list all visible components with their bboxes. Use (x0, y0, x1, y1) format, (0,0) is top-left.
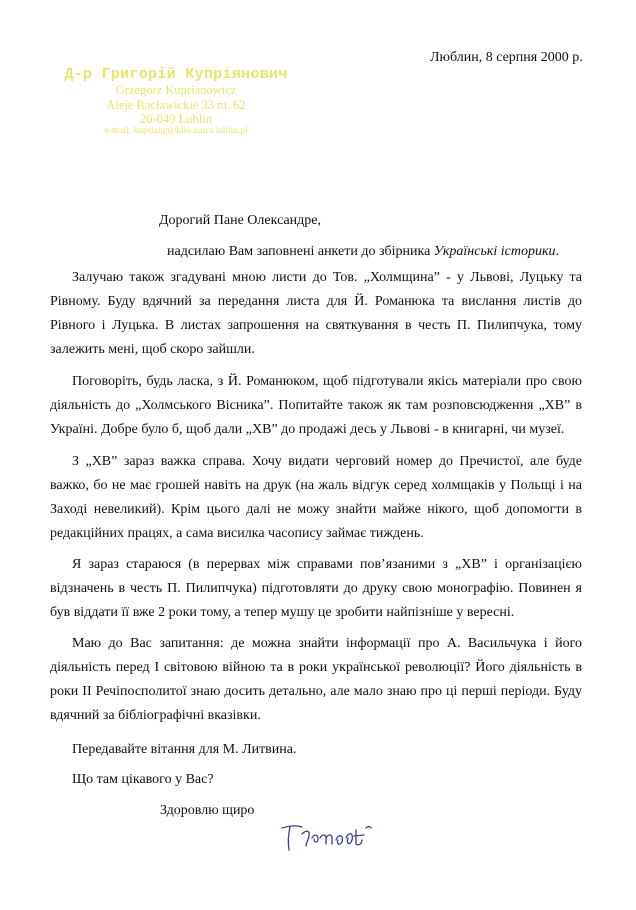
regards-line: Передавайте вітання для М. Литвина. (72, 742, 297, 757)
paragraph-5: Маю до Вас запитання: де можна знайти інформації про А. Васильчука і його діяльність перед І світовою війною та в роки української революції? Його діяльність в роки ІІ Речіпосполитої знаю досить детально, але мало знаю про ці перші періоди. Буду вдячний за бібліографічні вказівки. (50, 636, 582, 723)
handwritten-signature (276, 820, 376, 854)
paragraph-3: З „ХВ” зараз важка справа. Хочу видати черговий номер до Пречистої, але буде важко, бо не має грошей навіть на друк (на жаль відгук серед холмщаків у Польщі і на Заході невеликий). Крім цього далі не можу знайти майже нікого, щоб допомогти в редакційних працях, а сама висилка часопису займає тиждень. (50, 454, 582, 541)
letterhead-city: 20-049 Lublin (140, 112, 212, 126)
letterhead-name: Д-р Григорій Купріянович (64, 66, 288, 83)
question-line: Що там цікавого у Вас? (72, 772, 214, 787)
paragraph-1: Залучаю також згадувані мною листи до Тов. „Холмщина” - у Львові, Луцьку та Рівному. Буду вдячний за передання листа для Й. Романюка та вислання листів до Рівного і Луцька. В листах запрошення на святкування в честь П. Пилипчука, тому залежить мені, щоб скоро зайшли. (50, 270, 582, 357)
letterhead-street: Aleje Racławickie 33 m. 62 (106, 97, 246, 112)
intro-line (167, 244, 559, 260)
letterhead-name-latin: Grzegorz Kuprianowicz (115, 83, 237, 98)
letterhead-email: e-mail: kupriang@klio.umcs.lublin.pl (104, 126, 248, 137)
intro-collection-title: Українські історики (433, 244, 556, 259)
intro-end: . (555, 244, 560, 259)
closing: Здоровлю щиро (160, 803, 255, 818)
greeting: Дорогий Пане Олександре, (159, 213, 321, 228)
intro-text: надсилаю Вам заповнені анкети до збірника (167, 244, 434, 259)
paragraph-4: Я зараз стараюся (в перервах між справами пов’язаними з „ХВ” і організацією відзначень в честь П. Пилипчука) підготовляти до друку свою монографію. Повинен я був віддати її вже 2 роки тому, а тепер мушу це зробити найпізніше у вересні. (50, 557, 582, 620)
paragraph-2: Поговоріть, будь ласка, з Й. Романюком, щоб підготували якісь матеріали про свою діяльність до „Холмського Вісника”. Попитайте також як там розповсюдження „ХВ” в Україні. Добре було б, щоб дали „ХВ” до продажі десь у Львові - в книгарні, чи музеї. (50, 374, 582, 437)
place-date: Люблин, 8 серпня 2000 р. (430, 50, 583, 65)
letterhead (56, 66, 296, 137)
